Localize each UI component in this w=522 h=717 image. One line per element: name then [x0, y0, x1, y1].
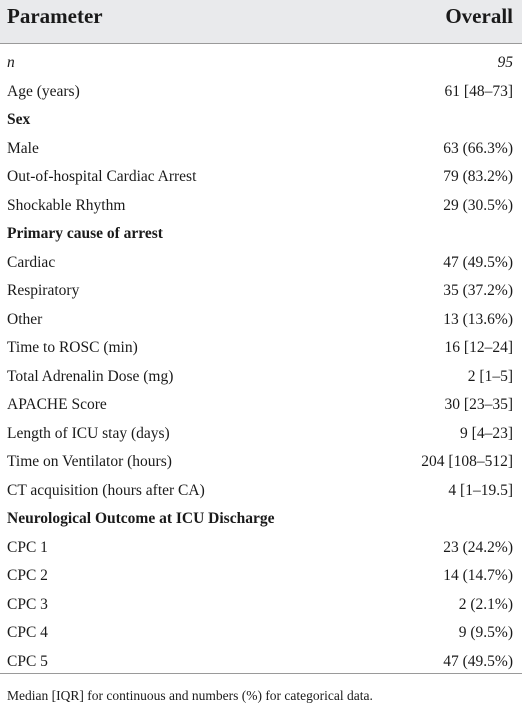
row-parameter: Age (years) — [7, 82, 80, 100]
row-value: 30 [23–35] — [444, 396, 513, 413]
table-row — [0, 590, 522, 619]
row-parameter: CT acquisition (hours after CA) — [7, 481, 205, 499]
row-value: 63 (66.3%) — [443, 139, 513, 157]
row-parameter: Sex — [7, 111, 31, 128]
row-value: 47 (49.5%) — [443, 652, 513, 670]
row-parameter: Time to ROSC (min) — [7, 339, 138, 356]
row-parameter: Cardiac — [7, 253, 56, 271]
row-parameter: Length of ICU stay (days) — [7, 424, 170, 442]
row-parameter: Primary cause of arrest — [7, 225, 163, 242]
row-parameter: CPC 1 — [7, 538, 48, 556]
header-parameter: Parameter — [7, 4, 103, 28]
row-value: 2 (2.1%) — [458, 595, 513, 613]
row-value: 204 [108–512] — [421, 453, 513, 470]
row-parameter: Male — [7, 139, 39, 157]
table-row — [0, 191, 522, 220]
row-parameter: CPC 5 — [7, 652, 48, 670]
row-value: 9 [4–23] — [460, 424, 513, 442]
row-value: 35 (37.2%) — [443, 282, 513, 299]
table-row — [0, 305, 522, 334]
row-parameter: CPC 4 — [7, 624, 48, 641]
row-parameter: Neurological Outcome at ICU Discharge — [7, 510, 275, 527]
row-value: 2 [1–5] — [467, 367, 513, 385]
row-parameter: n — [7, 54, 15, 71]
row-parameter: Out-of-hospital Cardiac Arrest — [7, 168, 197, 185]
row-parameter: Total Adrenalin Dose (mg) — [7, 367, 174, 385]
row-value: 29 (30.5%) — [443, 196, 513, 214]
header-overall: Overall — [445, 4, 513, 28]
table-row — [0, 134, 522, 163]
table-header — [0, 0, 522, 44]
row-parameter: Other — [7, 310, 43, 328]
row-parameter: CPC 2 — [7, 567, 48, 584]
row-value: 47 (49.5%) — [443, 253, 513, 271]
row-value: 13 (13.6%) — [443, 310, 513, 328]
table-row — [0, 476, 522, 505]
table-row — [0, 219, 522, 248]
table-row — [0, 647, 522, 676]
table-row — [0, 105, 522, 134]
table-row — [0, 333, 522, 362]
row-value: 61 [48–73] — [444, 82, 513, 100]
table-row — [0, 390, 522, 419]
table-row — [0, 504, 522, 533]
table-row — [0, 162, 522, 191]
row-value: 16 [12–24] — [444, 339, 513, 356]
row-value: 14 (14.7%) — [443, 567, 513, 584]
row-parameter: APACHE Score — [7, 396, 107, 413]
table-bottom-rule — [0, 673, 522, 674]
table-row — [0, 533, 522, 562]
row-parameter: Shockable Rhythm — [7, 196, 126, 214]
table-row — [0, 77, 522, 106]
row-value: 23 (24.2%) — [443, 538, 513, 556]
row-value: 95 — [497, 54, 513, 71]
table-row — [0, 561, 522, 590]
table-footnote: Median [IQR] for continuous and numbers (%) for categorical data. — [7, 688, 373, 703]
row-parameter: Respiratory — [7, 282, 80, 299]
table-row — [0, 362, 522, 391]
table-row — [0, 447, 522, 476]
row-value: 4 [1–19.5] — [448, 481, 513, 499]
table-row — [0, 276, 522, 305]
table-row — [0, 419, 522, 448]
table-body — [0, 48, 522, 675]
table-row — [0, 248, 522, 277]
table-row — [0, 48, 522, 77]
row-value: 79 (83.2%) — [443, 168, 513, 185]
row-value: 9 (9.5%) — [458, 624, 513, 641]
table-row — [0, 618, 522, 647]
row-parameter: CPC 3 — [7, 595, 48, 613]
row-parameter: Time on Ventilator (hours) — [7, 453, 172, 470]
